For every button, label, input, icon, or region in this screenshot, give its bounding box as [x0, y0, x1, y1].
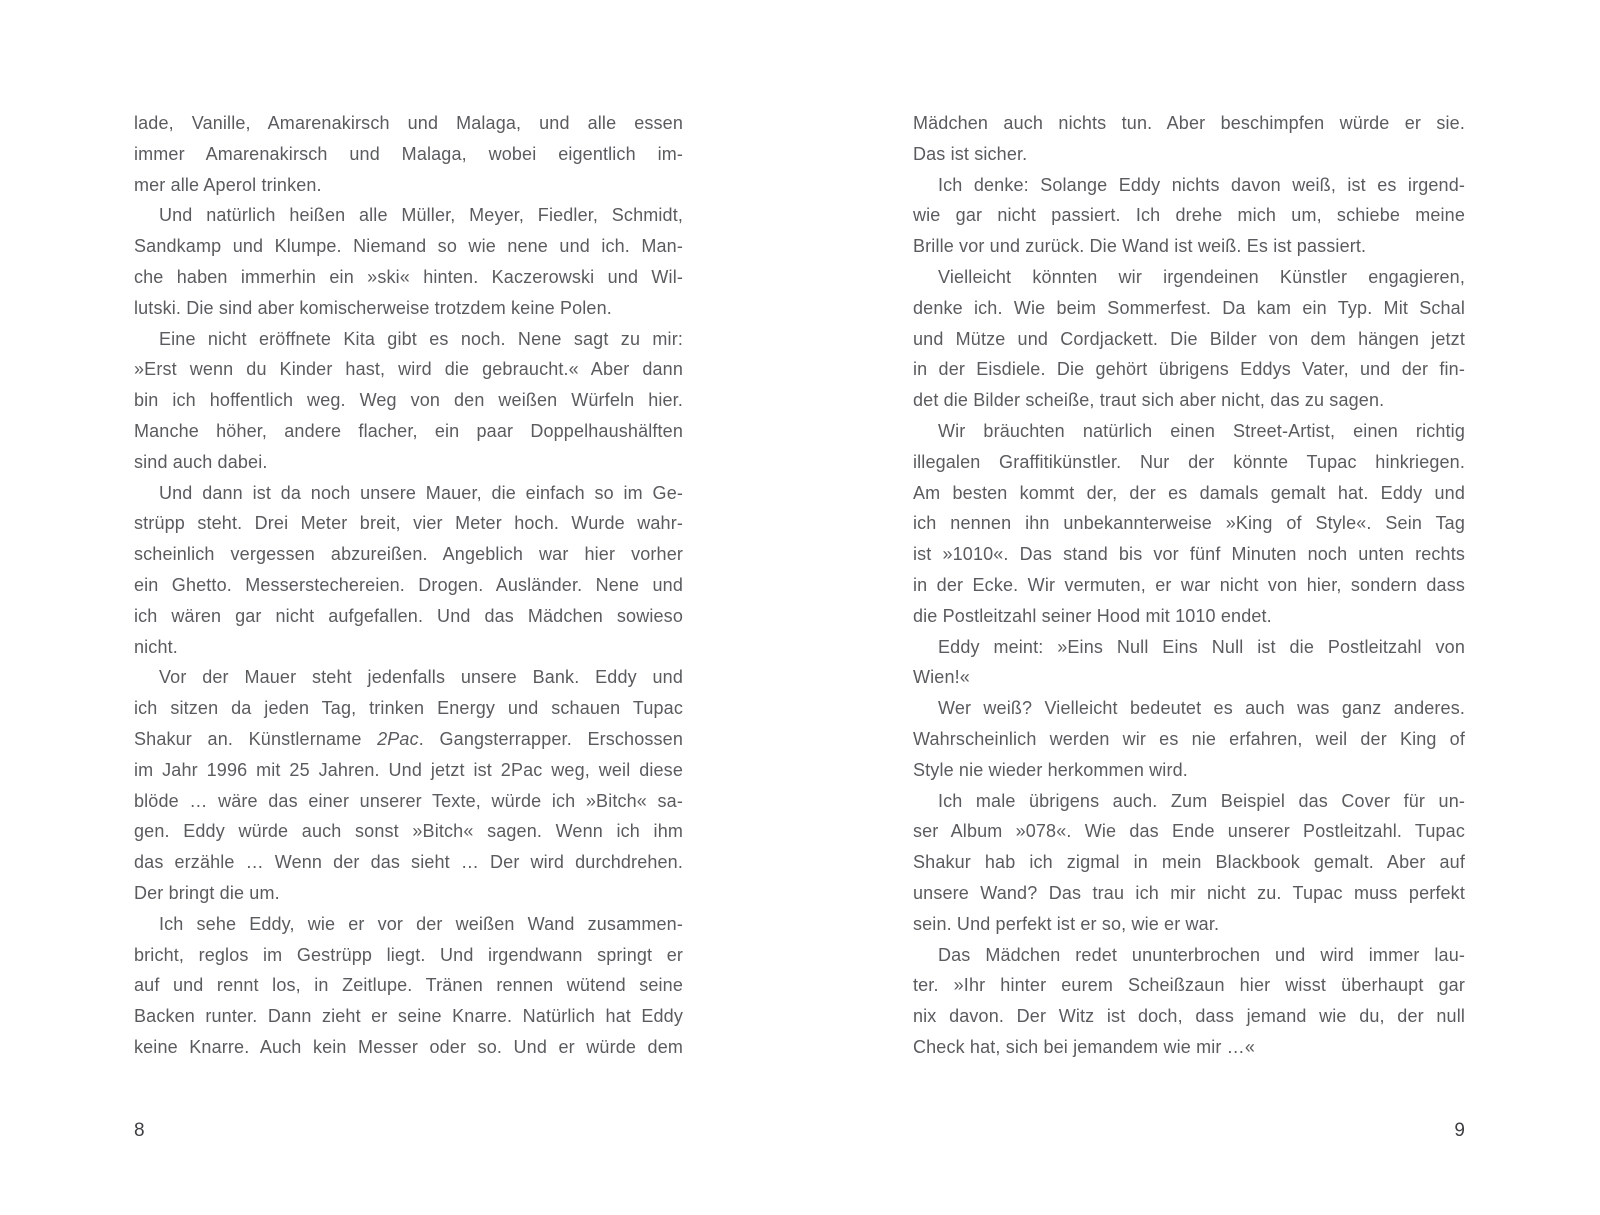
paragraph: [134, 108, 683, 200]
text-line: det die Bilder scheiße, traut sich aber nicht, das zu sagen.: [913, 390, 1385, 411]
text-line: illegalen Graffitikünstler. Nur der könnte Tupac hinkriegen.: [913, 451, 1465, 472]
text-line: das erzähle … Wenn der das sieht … Der wird durchdrehen.: [134, 852, 683, 873]
text-line: nix davon. Der Witz ist doch, dass jemand wie du, der null: [913, 1006, 1465, 1027]
text-line: keine Knarre. Auch kein Messer oder so. Und er würde dem: [134, 1036, 683, 1057]
text-line: Eddy meint: »Eins Null Eins Null ist die Postleitzahl von: [938, 636, 1465, 657]
text-line: wie gar nicht passiert. Ich drehe mich um, schiebe meine: [913, 205, 1465, 226]
paragraph: [913, 108, 1465, 170]
paragraph: [913, 416, 1465, 632]
text-line: Mädchen auch nichts tun. Aber beschimpfen würde er sie.: [913, 113, 1465, 133]
text-column-left: [134, 108, 683, 1063]
text-line: Der bringt die um.: [134, 882, 280, 903]
text-line: sein. Und perfekt ist er so, wie er war.: [913, 913, 1220, 934]
text-line: bricht, reglos im Gestrüpp liegt. Und irgendwann springt er: [134, 944, 683, 965]
text-line: ter. »Ihr hinter eurem Scheißzaun hier wisst überhaupt gar: [913, 975, 1465, 996]
paragraph: [913, 170, 1465, 262]
text-line: Und dann ist da noch unsere Mauer, die einfach so im Ge-: [159, 482, 683, 503]
text-line: nicht.: [134, 636, 178, 657]
text-line: Am besten kommt der, der es damals gemalt hat. Eddy und: [913, 482, 1465, 503]
text-line: auf und rennt los, in Zeitlupe. Tränen rennen wütend seine: [134, 975, 683, 996]
page-number-right: 9: [1454, 1120, 1465, 1141]
text-line: denke ich. Wie beim Sommerfest. Da kam ein Typ. Mit Schal: [913, 297, 1465, 318]
text-line: Shakur an. Künstlername 2Pac. Gangsterrapper. Erschossen: [134, 728, 683, 749]
text-line: die Postleitzahl seiner Hood mit 1010 endet.: [913, 605, 1272, 626]
text-line: Vor der Mauer steht jedenfalls unsere Bank. Eddy und: [159, 667, 683, 688]
text-line: »Erst wenn du Kinder hast, wird die gebraucht.« Aber dann: [134, 359, 683, 380]
text-line: und Mütze und Cordjackett. Die Bilder von dem hängen jetzt: [913, 328, 1465, 349]
text-line: gen. Eddy würde auch sonst »Bitch« sagen. Wenn ich ihm: [134, 821, 683, 842]
paragraph: [134, 662, 683, 908]
text-line: ein Ghetto. Messerstechereien. Drogen. Ausländer. Nene und: [134, 574, 683, 595]
text-line: Check hat, sich bei jemandem wie mir …«: [913, 1036, 1255, 1057]
text-line: Brille vor und zurück. Die Wand ist weiß. Es ist passiert.: [913, 236, 1367, 257]
text-line: lade, Vanille, Amarenakirsch und Malaga, und alle essen: [134, 113, 683, 133]
paragraph: [134, 909, 683, 1063]
text-line: ich sitzen da jeden Tag, trinken Energy und schauen Tupac: [134, 698, 683, 719]
text-line: lutski. Die sind aber komischerweise trotzdem keine Polen.: [134, 297, 612, 318]
text-line: strüpp steht. Drei Meter breit, vier Meter hoch. Wurde wahr-: [134, 513, 683, 534]
paragraph: [134, 478, 683, 663]
text-line: Style nie wieder herkommen wird.: [913, 759, 1188, 780]
paragraph: [134, 324, 683, 478]
text-line: Wer weiß? Vielleicht bedeutet es auch was ganz anderes.: [938, 698, 1465, 719]
text-line: scheinlich vergessen abzureißen. Angeblich war hier vorher: [134, 544, 683, 565]
paragraph: [913, 786, 1465, 940]
paragraph: [913, 262, 1465, 416]
text-line: Das ist sicher.: [913, 143, 1028, 164]
text-line: im Jahr 1996 mit 25 Jahren. Und jetzt ist 2Pac weg, weil diese: [134, 759, 683, 780]
text-line: mer alle Aperol trinken.: [134, 174, 322, 195]
text-line: Wir bräuchten natürlich einen Street-Artist, einen richtig: [938, 420, 1465, 441]
text-line: ich nennen ihn unbekannterweise »King of Style«. Sein Tag: [913, 513, 1465, 534]
text-line: Ich sehe Eddy, wie er vor der weißen Wand zusammen-: [159, 913, 683, 934]
text-line: Backen runter. Dann zieht er seine Knarre. Natürlich hat Eddy: [134, 1006, 683, 1027]
text-line: Ich male übrigens auch. Zum Beispiel das Cover für un-: [938, 790, 1465, 811]
text-line: Das Mädchen redet ununterbrochen und wird immer lau-: [938, 944, 1465, 965]
page-right: [800, 0, 1600, 1215]
text-line: Shakur hab ich zigmal in mein Blackbook gemalt. Aber auf: [913, 852, 1465, 873]
text-line: Ich denke: Solange Eddy nichts davon weiß, ist es irgend-: [938, 174, 1465, 195]
text-line: in der Ecke. Wir vermuten, er war nicht von hier, sondern dass: [913, 574, 1465, 595]
paragraph: [134, 200, 683, 323]
text-line: ser Album »078«. Wie das Ende unserer Postleitzahl. Tupac: [913, 821, 1465, 842]
text-line: Vielleicht könnten wir irgendeinen Künstler engagieren,: [938, 266, 1465, 287]
text-column-right: [913, 108, 1465, 1063]
paragraph: [913, 693, 1465, 785]
page-number-left: 8: [134, 1120, 145, 1141]
text-line: sind auch dabei.: [134, 451, 268, 472]
text-line: Manche höher, andere flacher, ein paar Doppelhaushälften: [134, 420, 683, 441]
text-line: Wahrscheinlich werden wir es nie erfahren, weil der King of: [913, 728, 1465, 749]
text-line: Eine nicht eröffnete Kita gibt es noch. Nene sagt zu mir:: [159, 328, 683, 349]
text-line: Wien!«: [913, 667, 970, 688]
text-line: blöde … wäre das einer unserer Texte, würde ich »Bitch« sa-: [134, 790, 683, 811]
text-line: in der Eisdiele. Die gehört übrigens Eddys Vater, und der fin-: [913, 359, 1465, 380]
text-line: bin ich hoffentlich weg. Weg von den weißen Würfeln hier.: [134, 390, 683, 411]
text-line: che haben immerhin ein »ski« hinten. Kaczerowski und Wil-: [134, 266, 683, 287]
text-line: immer Amarenakirsch und Malaga, wobei eigentlich im-: [134, 143, 683, 164]
text-line: unsere Wand? Das trau ich mir nicht zu. Tupac muss perfekt: [913, 882, 1465, 903]
paragraph: [913, 940, 1465, 1063]
text-line: ich wären gar nicht aufgefallen. Und das Mädchen sowieso: [134, 605, 683, 626]
paragraph: [913, 632, 1465, 694]
text-line: Und natürlich heißen alle Müller, Meyer, Fiedler, Schmidt,: [159, 205, 683, 226]
text-line: ist »1010«. Das stand bis vor fünf Minuten noch unten rechts: [913, 544, 1465, 565]
text-line: Sandkamp und Klumpe. Niemand so wie nene und ich. Man-: [134, 236, 683, 257]
